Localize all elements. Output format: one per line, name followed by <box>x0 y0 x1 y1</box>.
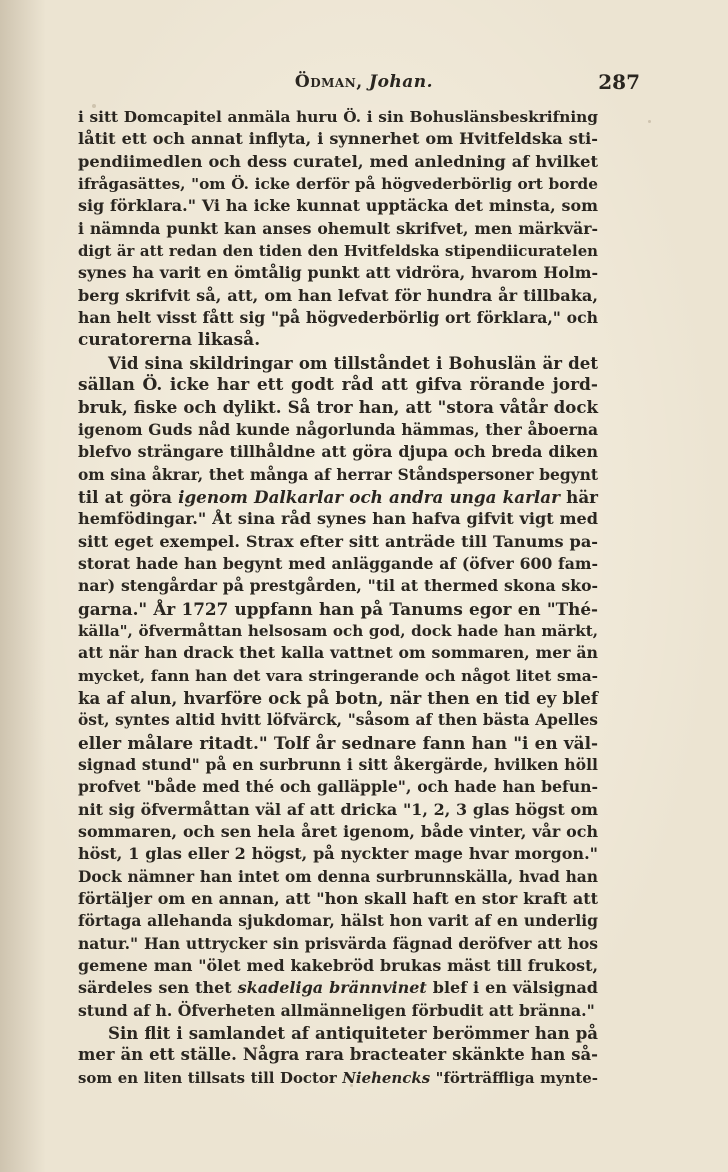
text-line: förtaga allehanda sjukdomar, hälst hon varit af en underlig <box>78 911 598 931</box>
text-line: att när han drack thet kalla vattnet om sommaren, mer än <box>78 643 598 663</box>
paper-spot <box>560 1080 563 1083</box>
text-line: låtit ett och annat inflyta, i synnerhet om Hvitfeldska sti- <box>78 129 598 149</box>
paper-spot <box>92 104 96 108</box>
text-line: sitt eget exempel. Strax efter sitt anträde till Tanums pa- <box>78 531 598 551</box>
running-head-name: Ödman <box>294 72 357 92</box>
text-line: ifrågasättes, "om Ö. icke derför på högvederbörlig ort borde <box>78 175 598 194</box>
text-run: särdeles sen thet <box>78 978 238 998</box>
text-line: sällan Ö. icke har ett godt råd att gifva rörande jord- <box>78 375 598 396</box>
text-line: i sitt Domcapitel anmäla huru Ö. i sin Bohuslänsbeskrifning <box>78 108 598 126</box>
text-line: han helt visst fått sig "på högvederbörlig ort förklara," och <box>78 308 598 328</box>
page-number: 287 <box>598 70 640 94</box>
text-run: här <box>559 486 598 507</box>
text-line: mycket, fann han det vara stringerande och något litet sma- <box>78 666 598 685</box>
paper-spot <box>648 120 651 123</box>
text-line <box>78 977 598 999</box>
text-run: "förträffliga mynte- <box>430 1068 598 1087</box>
text-line: sig förklara." Vi ha icke kunnat upptäcka det minsta, som <box>78 196 598 216</box>
text-line: signad stund" på en surbrunn i sitt åkergärde, hvilken höll <box>78 754 598 774</box>
text-line: pendiimedlen och dess curatel, med anledning af hvilket <box>78 151 598 171</box>
text-line: hemfödingar." Åt sina råd synes han hafva gifvit vigt med <box>78 509 598 529</box>
text-run: som en liten tillsats till Doctor <box>78 1068 343 1087</box>
text-line: nit sig öfvermåttan väl af att dricka "1, 2, 3 glas högst om <box>78 799 598 819</box>
text-line: eller målare ritadt." Tolf år sednare fann han "i en väl- <box>78 732 598 753</box>
italic-phrase: Niehencks <box>342 1068 431 1087</box>
text-line: blefvo strängare tillhåldne att göra djupa och breda diken <box>78 442 598 462</box>
text-line: ka af alun, hvarföre ock på botn, när then en tid ey blef <box>78 687 598 708</box>
italic-phrase: igenom Dalkarlar och andra unga karlar <box>178 486 560 507</box>
text-line: bruk, fiske och dylikt. Så tror han, att "stora våtår dock <box>78 397 598 418</box>
text-line: förtäljer om en annan, att "hon skall haft en stor kraft att <box>78 889 598 909</box>
text-line: Sin flit i samlandet af antiquiteter berömmer han på <box>108 1023 598 1044</box>
text-line: stund af h. Öfverheten allmänneligen förbudit att bränna." <box>78 1000 595 1020</box>
text-line: mer än ett ställe. Några rara bracteater skänkte han så- <box>78 1045 598 1065</box>
text-line: höst, 1 glas eller 2 högst, på nyckter mage hvar morgon." <box>78 844 598 864</box>
paper-spot <box>350 1084 353 1087</box>
text-line: berg skrifvit så, att, om han lefvat för hundra år tillbaka, <box>78 285 598 305</box>
text-line: om sina åkrar, thet många af herrar Ståndspersoner begynt <box>78 464 598 484</box>
text-line: synes ha varit en ömtålig punkt att vidröra, hvarom Holm- <box>78 263 598 283</box>
italic-phrase: skadeliga brännvinet <box>237 978 427 998</box>
text-run: til at göra <box>78 486 179 507</box>
text-line: öst, syntes altid hvitt löfvärck, "såsom af then bästa Apelles <box>78 711 598 730</box>
body-text <box>78 106 598 1089</box>
text-line: curatorerna likaså. <box>78 330 261 351</box>
text-line: storat hade han begynt med anläggande af (öfver 600 fam- <box>78 553 598 573</box>
running-head-separator: , <box>356 72 370 92</box>
text-line: i nämnda punkt kan anses ohemult skrifvet, men märkvär- <box>78 218 598 238</box>
text-line: natur." Han uttrycker sin prisvärda fägnad deröfver att hos <box>78 933 598 953</box>
text-line: sommaren, och sen hela året igenom, både vinter, vår och <box>78 822 598 841</box>
text-line <box>78 486 598 508</box>
running-head-given-name: Johan. <box>369 72 434 92</box>
text-line: gemene man "ölet med kakebröd brukas mäst till frukost, <box>78 956 598 976</box>
text-line: profvet "både med thé och galläpple", och hade han befun- <box>78 777 598 797</box>
text-line: digt är att redan den tiden den Hvitfeldska stipendiicuratelen <box>78 242 598 261</box>
text-line: igenom Guds nåd kunde någorlunda hämmas, ther åboerna <box>78 419 598 439</box>
text-run: blef i en välsignad <box>426 978 598 998</box>
text-line <box>78 1067 598 1089</box>
text-line: källa", öfvermåttan helsosam och god, dock hade han märkt, <box>78 621 598 640</box>
page-header <box>0 72 728 100</box>
page-gutter-shadow <box>0 0 46 1172</box>
text-line: nar) stengårdar på prestgården, "til at thermed skona sko- <box>78 576 598 596</box>
text-line: Vid sina skildringar om tillståndet i Bohuslän är det <box>108 352 598 373</box>
text-line: garna." År 1727 uppfann han på Tanums egor en "Thé- <box>78 598 598 619</box>
text-line: Dock nämner han intet om denna surbrunnskälla, hvad han <box>78 867 598 886</box>
